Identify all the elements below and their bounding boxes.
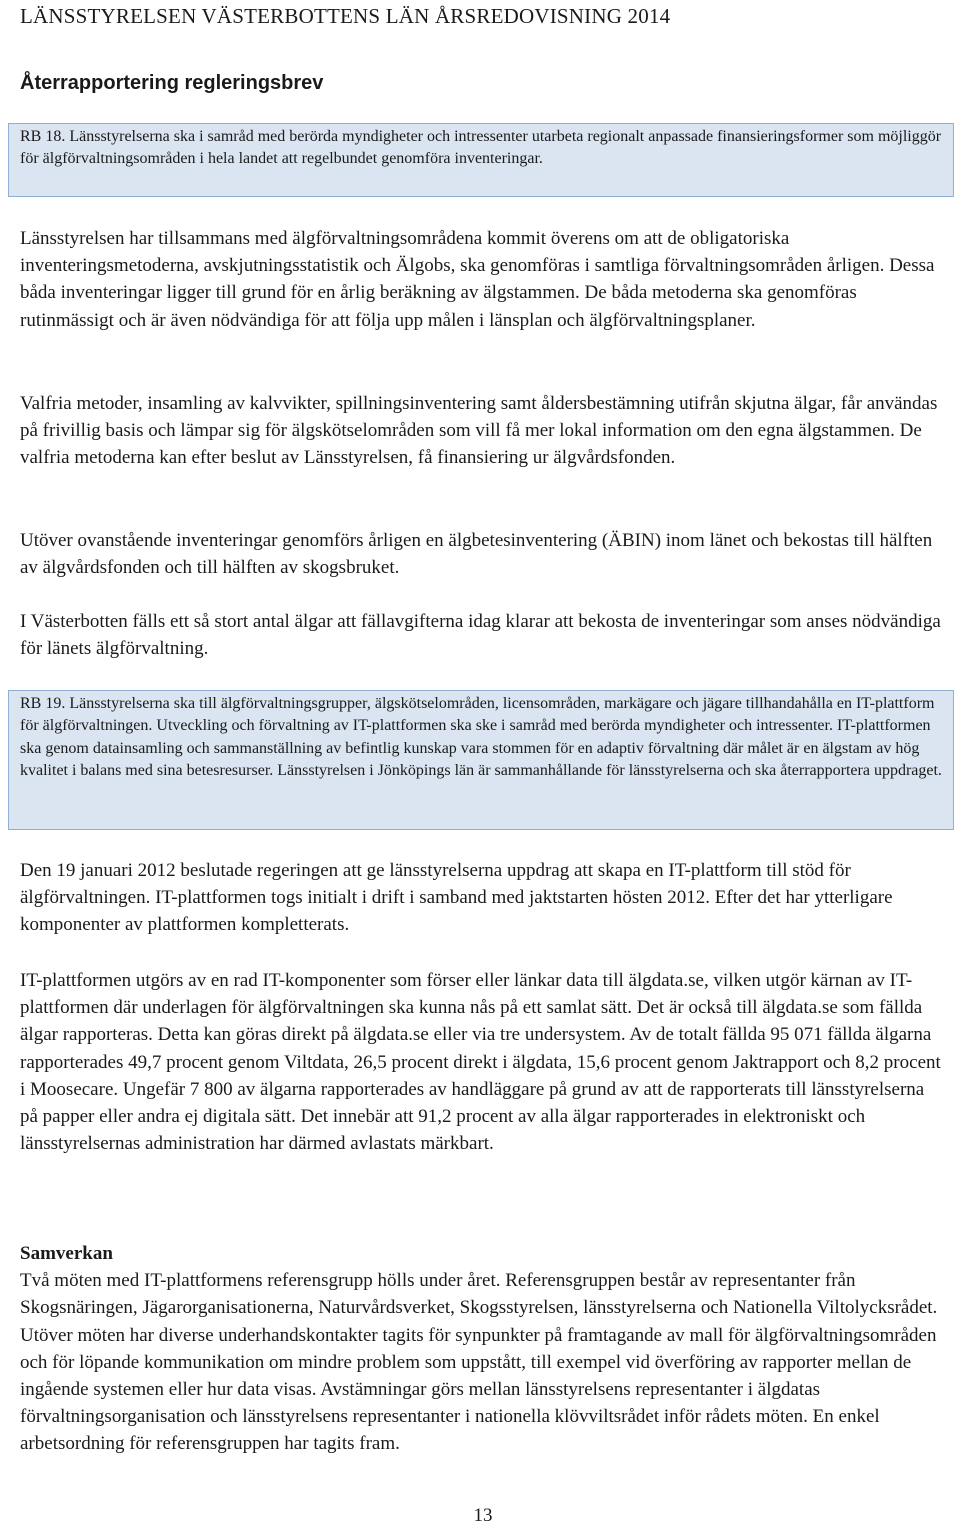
rb18-text: RB 18. Länsstyrelserna ska i samråd med berörda myndigheter och intressenter utarbeta regionalt anpassade finansieringsformer som möjliggör för älgförvaltningsområden i hela landet att regelbundet genomföra inventeringar.	[20, 128, 942, 168]
paragraph-it-platform-decision: Den 19 januari 2012 beslutade regeringen att ge länsstyrelserna uppdrag att skapa en IT-plattform till stöd för älgförvaltningen. IT-plattformen togs initialt i drift i samband med jaktstarten hösten 2012. Efter det har ytterligare komponenter av plattformen kompletterats.	[20, 860, 893, 936]
samverkan-heading: Samverkan	[20, 1243, 113, 1264]
rb18-box	[8, 123, 954, 197]
paragraph-obligatory-methods: Länsstyrelsen har tillsammans med älgförvaltningsområdena kommit överens om att de obligatoriska inventeringsmetoderna, avskjutningsstatistik och Älgobs, ska genomföras i samtliga förvaltningsområden årligen. Dessa båda inventeringar ligger till grund för en årlig beräkning av älgstammen. De båda metoderna ska genomföras rutinmässigt och är även nödvändiga för att följa upp målen i länsplan och älgförvaltningsplaner.	[20, 228, 935, 331]
samverkan-text: Två möten med IT-plattformens referensgrupp hölls under året. Referensgruppen består av representanter från Skogsnäringen, Jägarorganisationerna, Naturvårdsverket, Skogsstyrelsen, länsstyrelserna och Nationella Viltolycksrådet. Utöver möten har diverse underhandskontakter tagits för synpunkter på framtagande av mall för älgförvaltningsområden och för löpande kommunikation om mindre problem som uppstått, till exempel vid överföring av rapporter mellan de ingående systemen eller hur data visas. Avstämningar görs mellan länsstyrelsens representanter i älgdatas förvaltningsorganisation och länsstyrelsens representanter i nationella klövviltsrådet inför rådets möten. En enkel arbetsordning för referensgruppen har tagits fram.	[20, 1270, 938, 1455]
section-title: Återrapportering regleringsbrev	[20, 72, 324, 94]
rb19-box	[8, 690, 954, 830]
document-header: LÄNSSTYRELSEN VÄSTERBOTTENS LÄN ÅRSREDOVISNING 2014	[20, 4, 671, 28]
paragraph-abin: Utöver ovanstående inventeringar genomförs årligen en älgbetesinventering (ÄBIN) inom länet och bekostas till hälften av älgvårdsfonden och till hälften av skogsbruket.	[20, 530, 933, 579]
paragraph-fees: I Västerbotten fälls ett så stort antal älgar att fällavgifterna idag klarar att bekosta de inventeringar som anses nödvändiga för länets älgförvaltning.	[20, 611, 941, 660]
rb19-text: RB 19. Länsstyrelserna ska till älgförvaltningsgrupper, älgskötselområden, licensområden, markägare och jägare tillhandahålla en IT-plattform för älgförvaltningen. Utveckling och förvaltning av IT-plattformen ska ske i samråd med berörda myndigheter och intressenter. IT-plattformen ska genom datainsamling och sammanställning av befintlig kunskap vara stommen för en adaptiv förvaltning där målet är en älgstam av hög kvalitet i balans med sina betesresurser. Länsstyrelsen i Jönköpings län är sammanhållande för länsstyrelserna och ska återrapportera uppdraget.	[20, 695, 942, 779]
paragraph-it-platform-components: IT-plattformen utgörs av en rad IT-komponenter som förser eller länkar data till älgdata.se, vilken utgör kärnan av IT-plattformen där underlagen för älgförvaltningen ska kunna nås på ett samlat sätt. Det är också till älgdata.se som fällda älgar rapporteras. Detta kan göras direkt på älgdata.se eller via tre undersystem. Av de totalt fällda 95 071 fällda älgarna rapporterades 49,7 procent genom Viltdata, 26,5 procent direkt i älgdata, 15,6 procent genom Jaktrapport och 8,2 procent i Moosecare. Ungefär 7 800 av älgarna rapporterades av handläggare på grund av att de rapporterats till länsstyrelserna på papper eller andra ej digitala sätt. Det innebär att 91,2 procent av alla älgar rapporterades in elektroniskt och länsstyrelsernas administration har därmed avlastats märkbart.	[20, 970, 941, 1155]
page-number: 13	[473, 1505, 493, 1526]
samverkan-section	[20, 1240, 942, 1458]
paragraph-optional-methods: Valfria metoder, insamling av kalvvikter, spillningsinventering samt åldersbestämning utifrån skjutna älgar, får användas på frivillig basis och lämpar sig för älgskötselområden som vill få mer lokal information om den egna älgstammen. De valfria metoderna kan efter beslut av Länsstyrelsen, få finansiering ur älgvårdsfonden.	[20, 393, 938, 469]
